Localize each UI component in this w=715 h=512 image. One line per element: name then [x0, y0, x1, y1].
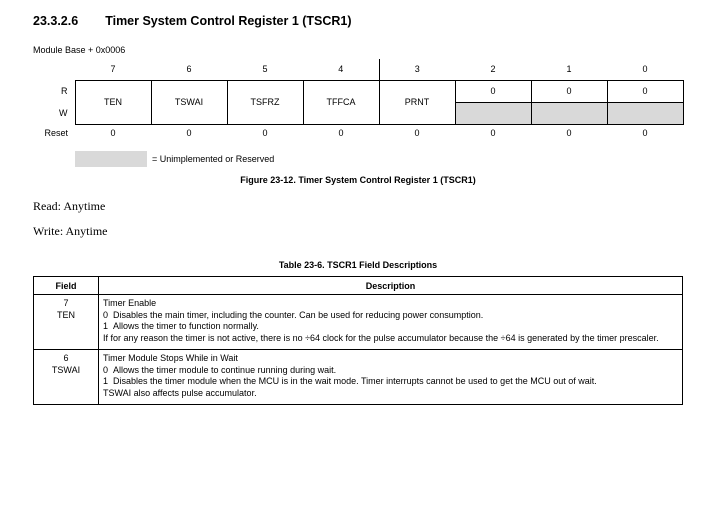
description-line: 1 Disables the timer module when the MCU is in the wait mode. Timer interrupts cannot be used to get the MCU out of wait. [103, 376, 597, 386]
bit-number-5: 5 [262, 64, 268, 75]
register-field-tffca: TFFCA [303, 80, 379, 124]
reset-value-bit5: 0 [262, 127, 268, 138]
reserved-cell-bit0 [607, 102, 683, 124]
reset-value-bit1: 0 [566, 127, 572, 138]
read-note: Read: Anytime [33, 199, 106, 213]
reset-value-bit4: 0 [338, 127, 344, 138]
reset-value-bit6: 0 [186, 127, 192, 138]
write-note: Write: Anytime [33, 224, 108, 238]
bit-numbers-row [33, 59, 683, 80]
bit-number-4: 4 [303, 59, 379, 80]
description-line: TSWAI also affects pulse accumulator. [103, 387, 257, 398]
field-cell-ten [34, 295, 99, 350]
field-bit-number: 7 [63, 298, 69, 308]
field-table-header-row [34, 277, 683, 295]
register-reset-row [33, 124, 683, 141]
register-bit-table [33, 59, 684, 141]
reset-value-bit2: 0 [490, 127, 496, 138]
row-label-r: R [61, 86, 68, 96]
description-line: Timer Enable [103, 298, 157, 308]
section-number: 23.3.2.6 [33, 14, 79, 28]
field-row-ten [34, 295, 683, 350]
register-field-prnt: PRNT [379, 80, 455, 124]
register-diagram [33, 59, 683, 185]
field-name: TSWAI [51, 364, 81, 375]
bit-number-1: 1 [566, 64, 572, 75]
description-cell-ten [99, 295, 683, 350]
field-descriptions-table [33, 276, 683, 405]
read-zero-bit1: 0 [531, 80, 607, 102]
description-line: 1 Allows the timer to function normally. [103, 321, 259, 331]
reserved-cell-bit1 [531, 102, 607, 124]
description-line: Timer Module Stops While in Wait [103, 353, 238, 363]
field-column-header: Field [34, 277, 99, 295]
reset-value-bit0: 0 [642, 127, 648, 138]
field-name: TEN [57, 309, 75, 320]
register-field-ten: TEN [75, 80, 151, 124]
description-line: If for any reason the timer is not active, there is no ÷64 clock for the pulse accumulator because the ÷64 is generated by the timer prescaler. [103, 332, 659, 343]
read-zero-bit0: 0 [607, 80, 683, 102]
legend-text: = Unimplemented or Reserved [152, 154, 275, 164]
section-title: Timer System Control Register 1 (TSCR1) [105, 14, 352, 28]
row-label-reset: Reset [44, 127, 68, 138]
register-field-tsfrz: TSFRZ [227, 80, 303, 124]
field-row-tswai [34, 350, 683, 405]
description-cell-tswai [99, 350, 683, 405]
bit-number-6: 6 [186, 64, 192, 75]
register-read-row [33, 80, 683, 102]
section-heading [33, 14, 683, 28]
bit-number-7: 7 [110, 64, 116, 75]
reset-value-bit7: 0 [110, 127, 116, 138]
figure-caption: Figure 23-12. Timer System Control Register 1 (TSCR1) [240, 175, 476, 185]
bit-number-0: 0 [642, 64, 648, 75]
read-zero-bit2: 0 [455, 80, 531, 102]
reserved-cell-bit2 [455, 102, 531, 124]
bit-number-3: 3 [414, 64, 420, 75]
reserved-swatch [75, 151, 147, 167]
row-label-w: W [59, 108, 68, 118]
spacer-cell [33, 59, 75, 80]
register-legend [75, 151, 683, 167]
description-line: 0 Allows the timer module to continue running during wait. [103, 364, 337, 375]
bit-number-2: 2 [490, 64, 496, 75]
module-base-label: Module Base + 0x0006 [33, 45, 126, 55]
description-column-header: Description [99, 277, 683, 295]
field-cell-tswai [34, 350, 99, 405]
register-field-tswai: TSWAI [151, 80, 227, 124]
description-line: 0 Disables the main timer, including the counter. Can be used for reducing power consumption. [103, 309, 484, 320]
field-bit-number: 6 [63, 353, 69, 363]
table-caption: Table 23-6. TSCR1 Field Descriptions [278, 260, 438, 270]
reset-value-bit3: 0 [414, 127, 420, 138]
